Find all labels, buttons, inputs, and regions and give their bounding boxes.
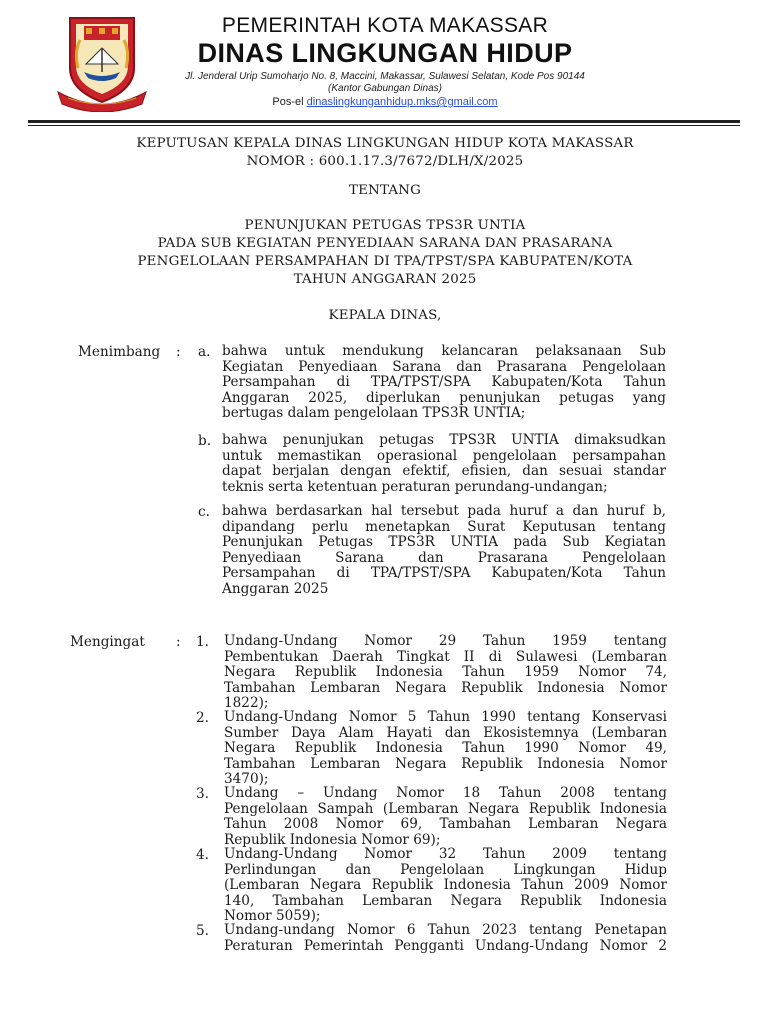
text-line: Sumber Daya Alam Hayati dan Ekosistemnya (Lembaran <box>224 724 667 741</box>
text-line: Pengelolaan Sampah (Lembaran Negara Republik Indonesia <box>224 800 667 817</box>
text-line: Nomor 5059); <box>224 908 321 925</box>
menimbang-marker-a: a. <box>198 344 211 360</box>
kepala-dinas-heading: KEPALA DINAS, <box>328 308 442 323</box>
city-emblem-logo <box>56 12 148 112</box>
letterhead-rule-thick <box>28 120 740 123</box>
mengingat-item-5 <box>224 923 667 954</box>
email-line <box>150 95 620 110</box>
text-line: Kegiatan Penyediaan Sarana dan Prasarana Pengelolaan <box>222 358 666 375</box>
mengingat-item-3 <box>224 786 667 848</box>
subject-line-2: PADA SUB KEGIATAN PENYEDIAAN SARANA DAN PRASARANA <box>157 236 613 251</box>
text-line: bertugas dalam pengelolaan TPS3R UNTIA; <box>222 405 526 422</box>
text-line: Anggaran 2025 <box>222 580 329 597</box>
mengingat-label: Mengingat <box>70 634 145 650</box>
mengingat-marker-5: 5. <box>196 923 209 939</box>
agency-name: DINAS LINGKUNGAN HIDUP <box>197 38 573 68</box>
mengingat-marker-4: 4. <box>196 847 209 863</box>
text-line: Penunjukan Petugas TPS3R UNTIA pada Sub Kegiatan <box>222 534 666 551</box>
tentang-label: TENTANG <box>348 183 422 198</box>
text-line: Negara Republik Indonesia Tahun 1959 Nomor 74, <box>224 664 667 681</box>
text-line: Undang – Undang Nomor 18 Tahun 2008 tentang <box>224 785 667 801</box>
subject-line-3: PENGELOLAAN PERSAMPAHAN DI TPA/TPST/SPA KABUPATEN/KOTA <box>137 254 633 269</box>
letterhead <box>150 14 620 110</box>
text-line: dipandang perlu menetapkan Surat Keputusan tentang <box>222 518 666 535</box>
text-line: Pembentukan Daerah Tingkat II di Sulawesi (Lembaran <box>224 648 667 665</box>
text-line: Tambahan Lembaran Negara Republik Indonesia Nomor <box>224 755 667 772</box>
text-line: Republik Indonesia Nomor 69); <box>224 831 441 848</box>
text-line: 3470); <box>224 771 269 788</box>
decree-heading: KEPUTUSAN KEPALA DINAS LINGKUNGAN HIDUP KOTA MAKASSAR <box>136 136 634 151</box>
mengingat-marker-1: 1. <box>196 634 209 650</box>
text-line: Tambahan Lembaran Negara Republik Indonesia Nomor <box>224 679 667 696</box>
text-line: Penyediaan Sarana dan Prasarana Pengelolaan <box>222 549 666 566</box>
text-line: bahwa untuk mendukung kelancaran pelaksanaan Sub <box>222 343 666 359</box>
menimbang-marker-b: b. <box>198 433 212 449</box>
menimbang-item-b <box>222 433 666 495</box>
subject-line-4: TAHUN ANGGARAN 2025 <box>293 272 477 287</box>
text-line: 140, Tambahan Lembaran Negara Republik Indonesia <box>224 892 667 909</box>
text-line: Perlindungan dan Pengelolaan Lingkungan Hidup <box>224 861 667 878</box>
text-line: Undang-undang Nomor 6 Tahun 2023 tentang Penetapan <box>224 922 667 938</box>
email-label: Pos-el <box>272 96 304 108</box>
text-line: (Lembaran Negara Republik Indonesia Tahun 2009 Nomor <box>224 877 667 894</box>
text-line: bahwa penunjukan petugas TPS3R UNTIA dimaksudkan <box>222 432 666 448</box>
mengingat-marker-2: 2. <box>196 710 209 726</box>
government-name: PEMERINTAH KOTA MAKASSAR <box>221 14 549 37</box>
text-line: 1822); <box>224 695 269 712</box>
text-line: Peraturan Pemerintah Pengganti Undang-Undang Nomor 2 <box>224 937 667 954</box>
menimbang-colon: : <box>176 344 181 360</box>
text-line: Anggaran 2025, diperlukan penunjukan petugas yang <box>222 389 666 406</box>
text-line: Persampahan di TPA/TPST/SPA Kabupaten/Kota Tahun <box>222 374 666 391</box>
menimbang-item-c <box>222 504 666 598</box>
text-line: Undang-Undang Nomor 29 Tahun 1959 tentang <box>224 633 667 649</box>
menimbang-label: Menimbang <box>78 344 161 360</box>
email-link[interactable]: dinaslingkunganhidup.mks@gmail.com <box>306 96 498 108</box>
text-line: teknis serta ketentuan peraturan perundang-undangan; <box>222 478 608 495</box>
text-line: dapat berjalan dengan efektif, efisien, dan sesuai standar <box>222 463 666 480</box>
text-line: Persampahan di TPA/TPST/SPA Kabupaten/Kota Tahun <box>222 565 666 582</box>
decree-number: NOMOR : 600.1.17.3/7672/DLH/X/2025 <box>246 154 524 169</box>
text-line: Undang-Undang Nomor 32 Tahun 2009 tentang <box>224 846 667 862</box>
agency-address: Jl. Jenderal Urip Sumoharjo No. 8, Maccini, Makassar, Sulawesi Selatan, Kode Pos 90144 <box>185 71 585 82</box>
mengingat-item-2 <box>224 710 667 788</box>
text-line: bahwa berdasarkan hal tersebut pada huruf a dan huruf b, <box>222 503 666 519</box>
subject-line-1: PENUNJUKAN PETUGAS TPS3R UNTIA <box>244 218 526 233</box>
mengingat-item-4 <box>224 847 667 925</box>
agency-note: (Kantor Gabungan Dinas) <box>328 83 442 94</box>
mengingat-marker-3: 3. <box>196 786 209 802</box>
text-line: untuk memastikan operasional pengelolaan persampahan <box>222 447 666 464</box>
mengingat-colon: : <box>176 634 181 650</box>
mengingat-item-1 <box>224 634 667 712</box>
letterhead-rule-thin <box>28 125 740 126</box>
text-line: Tahun 2008 Nomor 69, Tambahan Lembaran Negara <box>224 816 667 833</box>
text-line: Undang-Undang Nomor 5 Tahun 1990 tentang Konservasi <box>224 709 667 725</box>
text-line: Negara Republik Indonesia Tahun 1990 Nomor 49, <box>224 740 667 757</box>
menimbang-marker-c: c. <box>198 504 210 520</box>
menimbang-item-a <box>222 344 666 422</box>
